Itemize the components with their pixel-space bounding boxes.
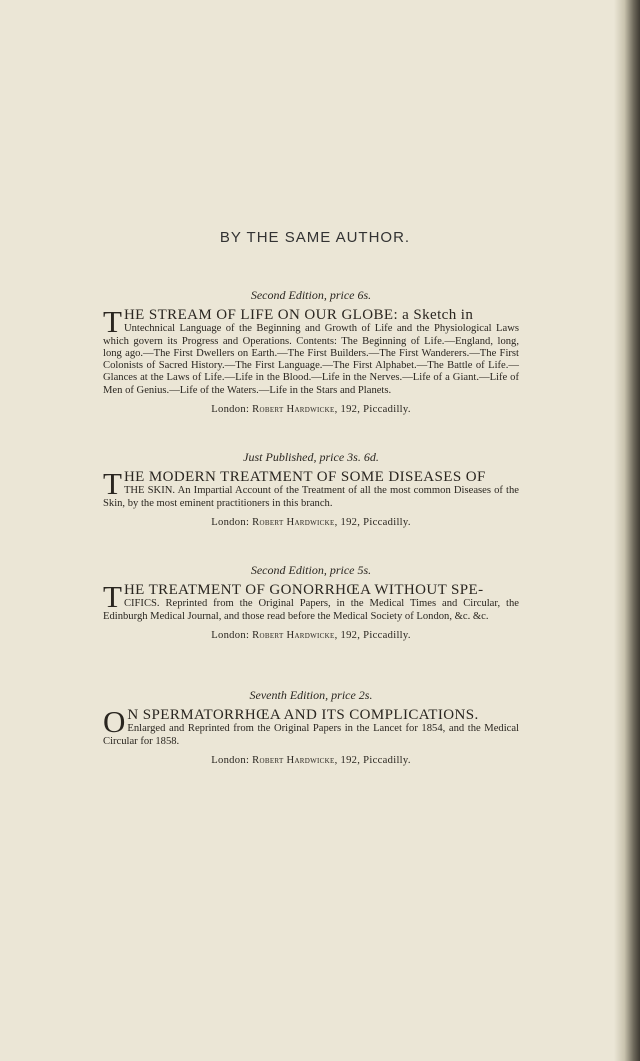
entry-body: THE SKIN. An Impartial Account of the Treatment of all the most common Diseases of the Skin, by the most eminent practitioners in this branch. (103, 485, 519, 509)
page-heading: BY THE SAME AUTHOR. (219, 229, 411, 246)
advert-entry-spermatorrhoea (103, 688, 519, 766)
entry-body: Enlarged and Reprinted from the Original Papers in the Lancet for 1854, and the Medical Circular for 1858. (103, 723, 519, 747)
imprint-line: London: Robert Hardwicke, 192, Piccadilly. (211, 516, 411, 528)
drop-cap: T (103, 304, 122, 339)
edition-note: Second Edition, price 5s. (250, 563, 372, 577)
entry-title-continuation: a Sketch in (398, 307, 474, 323)
edition-note: Just Published, price 3s. 6d. (243, 450, 379, 464)
entry-text (103, 466, 519, 510)
drop-cap: T (103, 579, 122, 614)
publisher-name: Robert Hardwicke (252, 404, 335, 416)
entry-text (103, 304, 519, 397)
publisher-name: Robert Hardwicke (252, 516, 335, 528)
entry-body: CIFICS. Reprinted from the Original Papers, in the Medical Times and Circular, the Edinburgh Medical Journal, and those read before the Medical Society of London, &c. &c. (103, 598, 519, 622)
advert-entry-stream-of-life (103, 288, 519, 415)
entry-text (103, 704, 519, 748)
publisher-name: Robert Hardwicke (252, 629, 335, 641)
entry-title: HE MODERN TREATMENT OF SOME DISEASES OF (123, 469, 486, 485)
edition-note: Second Edition, price 6s. (250, 288, 372, 302)
entry-title: HE STREAM OF LIFE ON OUR GLOBE: (123, 307, 399, 323)
entry-text (103, 579, 519, 623)
imprint-line: London: Robert Hardwicke, 192, Piccadilly. (211, 754, 411, 766)
page-edge-shadow (614, 0, 640, 1061)
imprint-line: London: Robert Hardwicke, 192, Piccadilly. (211, 404, 411, 416)
advert-entry-diseases-of-skin (103, 450, 519, 528)
advert-entry-gonorrhoea (103, 563, 519, 641)
publisher-name: Robert Hardwicke (252, 754, 335, 766)
imprint-line: London: Robert Hardwicke, 192, Piccadilly. (211, 629, 411, 641)
entry-body: Untechnical Language of the Beginning and Growth of Life and the Physiological Laws which govern its Progress and Operations. Contents: The Beginning of Life.—England, long, long ago.—The First Dwellers on Earth.—The First Builders.—The First Wanderers.—The First Colonists of Sacred History.—The First Language.—The First Alphabet.—The Battle of Life.—Glances at the Laws of Life.—Life in the Blood.—Life in the Nerves.—Life of a Giant.—Life of Men of Genius.—Life of the Waters.—Life in the Stars and Planets. (103, 323, 519, 396)
entry-title: N SPERMATORRHŒA AND ITS COMPLICATIONS. (127, 707, 479, 723)
entry-title: HE TREATMENT OF GONORRHŒA WITHOUT SPE- (123, 582, 484, 598)
drop-cap: T (103, 466, 122, 501)
drop-cap: O (103, 704, 126, 739)
edition-note: Seventh Edition, price 2s. (249, 688, 373, 702)
